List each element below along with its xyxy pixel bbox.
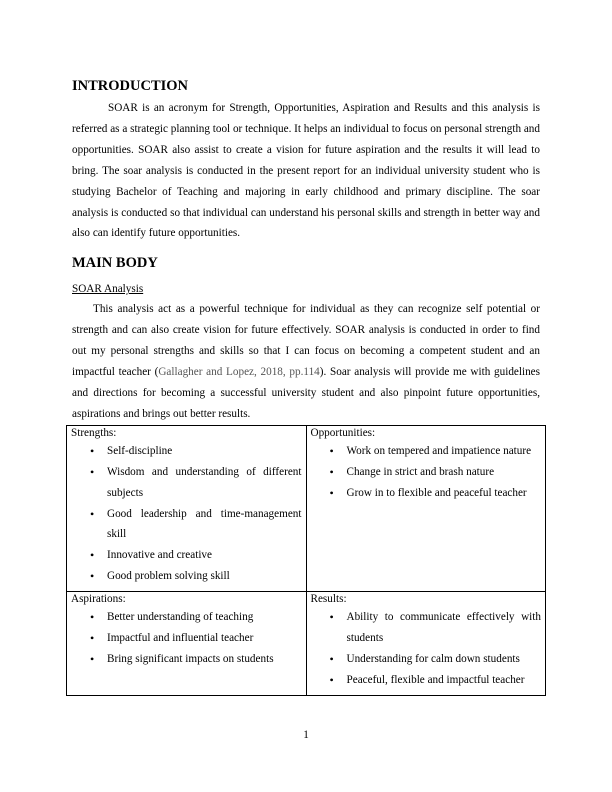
results-title: Results: xyxy=(310,593,347,606)
paragraph-text-part1: This analysis act as a powerful technique for individual as they can recognize self potential or strength and can also create vision for future effectively. SOAR analysis is conducted in order to find out my personal strengths and skills so that I can focus on becoming a competent student and an impactful teacher ( xyxy=(72,303,540,379)
soar-analysis-subheading: SOAR Analysis xyxy=(72,283,144,296)
document-page xyxy=(72,76,540,696)
aspirations-cell xyxy=(67,592,307,696)
main-body-heading: MAIN BODY xyxy=(72,255,158,272)
list-item: • Good leadership and time-management skill xyxy=(107,504,302,546)
list-item: • Bring significant impacts on students xyxy=(107,649,302,670)
list-item: • Understanding for calm down students xyxy=(347,649,542,670)
aspirations-list xyxy=(71,607,302,670)
list-item: • Change in strict and brash nature xyxy=(347,462,542,483)
results-cell xyxy=(306,592,546,696)
list-item: • Innovative and creative xyxy=(107,545,302,566)
list-item: • Better understanding of teaching xyxy=(107,607,302,628)
page-number: 1 xyxy=(303,729,309,741)
soar-table-row xyxy=(67,425,546,591)
list-item: • Peaceful, flexible and impactful teacher xyxy=(347,670,542,691)
opportunities-cell xyxy=(306,425,546,591)
results-list xyxy=(311,607,542,691)
soar-analysis-paragraph xyxy=(72,299,540,424)
soar-table xyxy=(66,425,546,696)
opportunities-list xyxy=(311,441,542,504)
strengths-list xyxy=(71,441,302,587)
aspirations-title: Aspirations: xyxy=(71,593,126,606)
soar-table-row xyxy=(67,592,546,696)
paragraph-text-part2: ). Soar analysis will provide me with guidelines and directions for becoming a successful university student and also pinpoint future opportunities, aspirations and brings out better results. xyxy=(72,366,541,420)
strengths-title: Strengths: xyxy=(71,426,117,439)
list-item: • Self-discipline xyxy=(107,441,302,462)
list-item: • Wisdom and understanding of different subjects xyxy=(107,462,302,504)
opportunities-title: Opportunities: xyxy=(310,426,376,439)
list-item: • Grow in to flexible and peaceful teacher xyxy=(347,483,542,504)
citation: Gallagher and Lopez, 2018, pp.114 xyxy=(158,366,320,379)
introduction-paragraph: SOAR is an acronym for Strength, Opportunities, Aspiration and Results and this analysis is referred as a strategic planning tool or technique. It helps an individual to focus on personal strength and opportunities. SOAR also assist to create a vision for future aspiration and the results it will lead to bring. The soar analysis is conducted in the present report for an individual university student who is studying Bachelor of Teaching and majoring in early childhood and primary discipline. The soar analysis is conducted so that individual can understand his personal skills and strength in better way and also can identify future opportunities. xyxy=(72,102,540,240)
list-item: • Impactful and influential teacher xyxy=(107,628,302,649)
list-item: • Good problem solving skill xyxy=(107,566,302,587)
list-item: • Ability to communicate effectively with students xyxy=(347,607,542,649)
strengths-cell xyxy=(67,425,307,591)
introduction-heading: INTRODUCTION xyxy=(72,78,189,94)
list-item: • Work on tempered and impatience nature xyxy=(347,441,542,462)
